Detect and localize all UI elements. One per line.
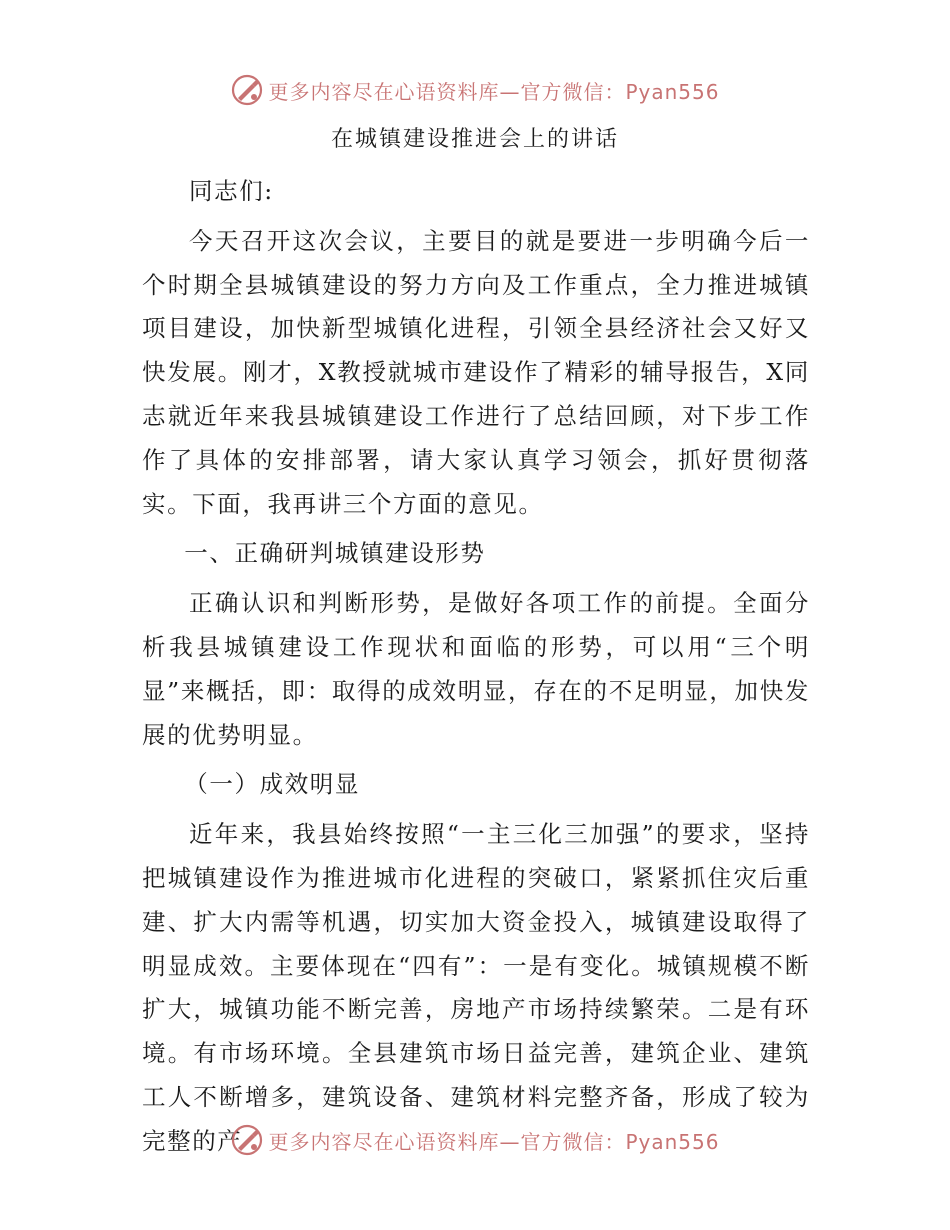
salutation: 同志们: bbox=[189, 177, 274, 205]
subsection-heading-1: （一）成效明显 bbox=[184, 770, 360, 799]
footer-watermark-text: 更多内容尽在心语资料库—官方微信：Pyan556 bbox=[268, 1129, 720, 1154]
document-body bbox=[142, 170, 810, 1170]
document-title: 在城镇建设推进会上的讲话 bbox=[330, 127, 619, 152]
paragraph-intro: 今天召开这次会议，主要目的就是要进一步明确今后一个时期全县城镇建设的努力方向及工作重点，全力推进城镇项目建设，加快新型城镇化进程，引领全县经济社会又好又快发展。刚才，X教授就城市建设作了精彩的辅导报告，X同志就近年来我县城镇建设工作进行了总结回顾，对下步工作作了具体的安排部署，请大家认真学习领会，抓好贯彻落实。下面，我再讲三个方面的意见。 bbox=[142, 226, 810, 518]
pen-logo-icon bbox=[230, 1123, 264, 1157]
footer-watermark-banner bbox=[0, 1120, 950, 1160]
paragraph-achievements: 近年来，我县始终按照“一主三化三加强”的要求，坚持把城镇建设作为推进城市化进程的突破口，紧紧抓住灾后重建、扩大内需等机遇，切实加大资金投入，城镇建设取得了明显成效。主要体现在“四有”：一是有变化。城镇规模不断扩大，城镇功能不断完善，房地产市场持续繁荣。二是有环境。有市场环境。全县建筑市场日益完善，建筑企业、建筑工人不断增多，建筑设备、建筑材料完整齐备，形成了较为完整的产 bbox=[142, 820, 810, 1155]
header-watermark-banner bbox=[0, 70, 950, 110]
pen-logo-icon bbox=[230, 73, 264, 107]
header-watermark-text: 更多内容尽在心语资料库—官方微信：Pyan556 bbox=[268, 79, 720, 104]
paragraph-situation: 正确认识和判断形势，是做好各项工作的前提。全面分析我县城镇建设工作现状和面临的形势，可以用“三个明显”来概括，即：取得的成效明显，存在的不足明显，加快发展的优势明显。 bbox=[142, 589, 810, 749]
section-heading-1: 一、正确研判城镇建设形势 bbox=[184, 539, 486, 568]
